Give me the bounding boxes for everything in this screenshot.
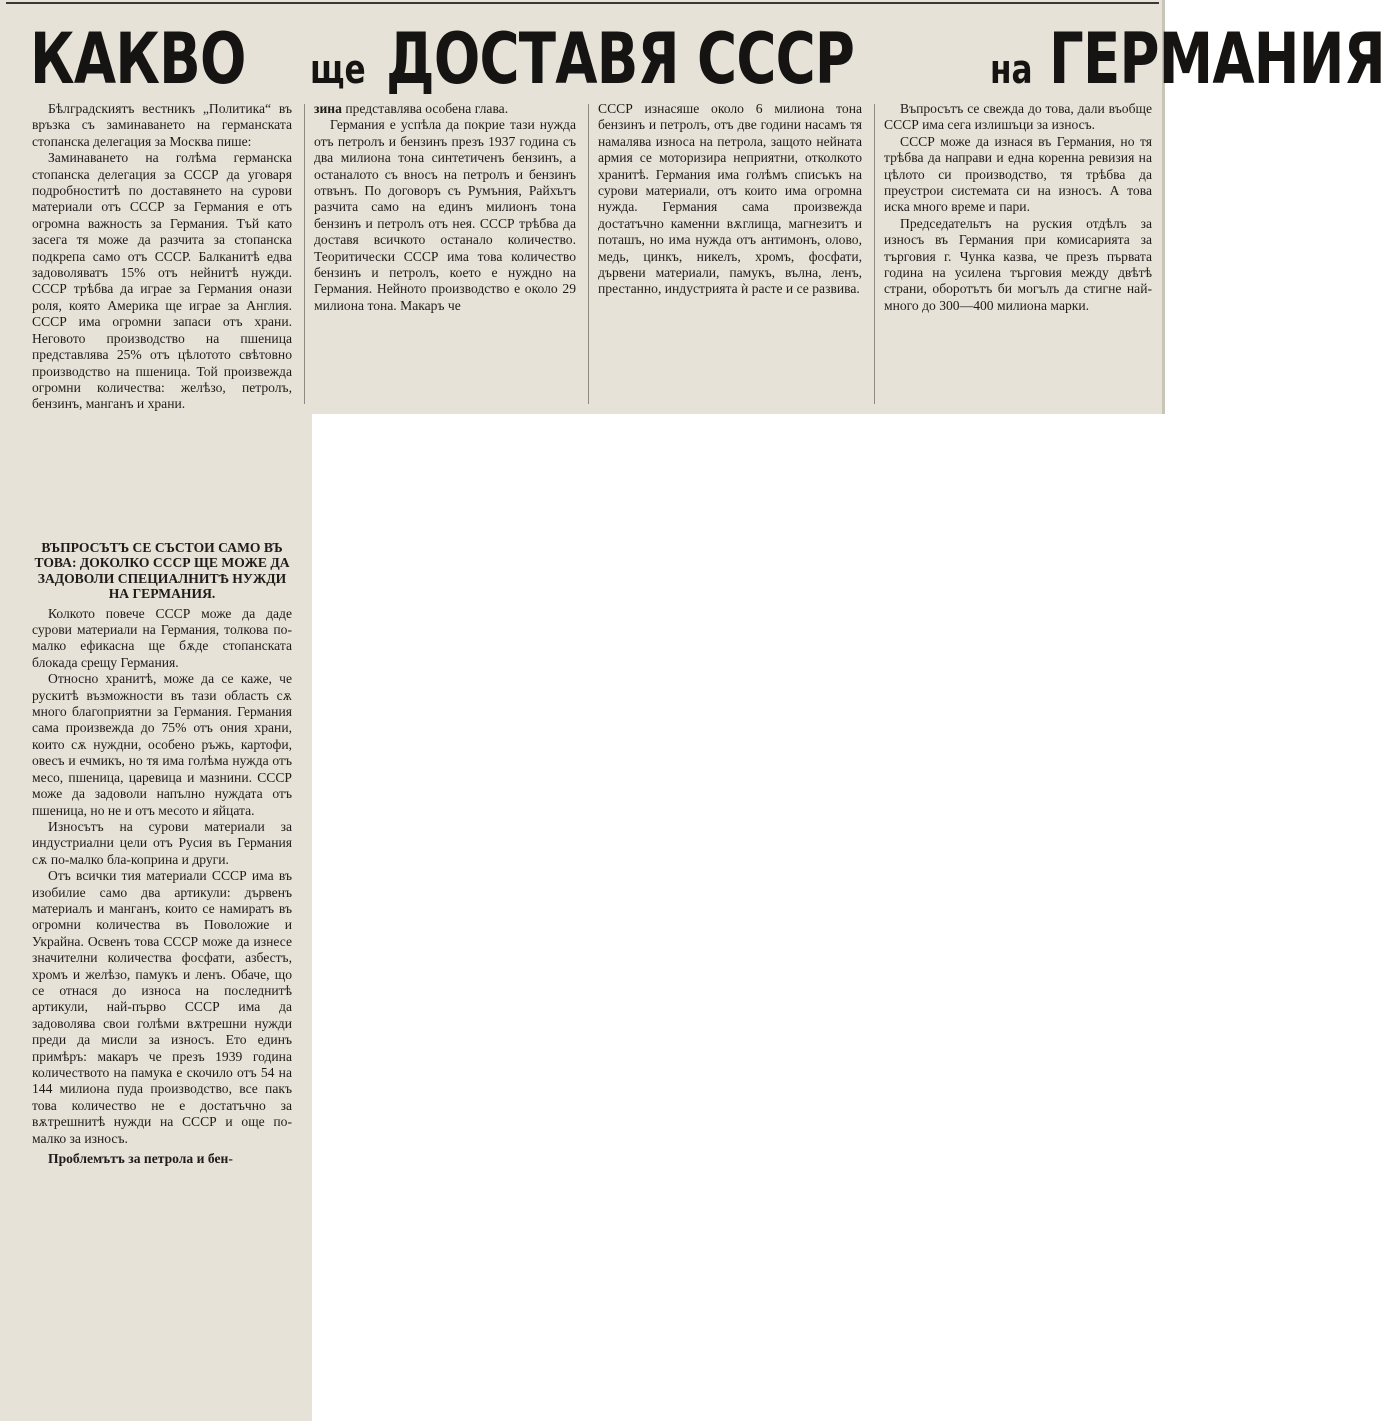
col1-paragraph-6: Отъ всички тия материали СССР има въ изобилие само два артикули: дървенъ материалъ и манганъ, които се намиратъ въ огромни количества въ Поволожие и Украйна. Освенъ това СССР може да изнесе значителни количества фосфати, азбестъ, хромъ и желѣзо, памукъ и ленъ. Обаче, що се отнася до износа на последнитѣ артикули, най-първо СССР има да задоволява свои голѣми вѫтрешни нужди преди да мисли за износъ. Ето единъ примѣръ: макаръ че презъ 1939 година количеството на памука е скочило отъ 54 на 144 милиона пуда производство, все пакъ това количество не е достатъчно за вѫтрешнитѣ нужди на СССР и още по-малко за износъ. [32,868,292,1146]
col2-lead-rest: представлява особена глава. [341,101,509,116]
col4-paragraph-1: Въпросътъ се свежда до това, дали въобще СССР има сега излишъци за износъ. [884,101,1152,133]
headline-word-2: ще [310,47,367,93]
col2-bold-lead: зина [314,101,342,116]
clipping-top-section [0,0,1385,414]
col2-paragraph-2: Германия е успѣла да покрие тази нужда отъ петролъ и бензинъ презъ 1937 година съ два милиона тона синтетиченъ бензинъ, а останалото съ вносъ на петролъ и бензинъ отвънъ. По договоръ съ Румъния, Райхътъ разчита само на единъ милионъ тона бензинъ и петролъ отъ нея. СССР трѣбва да доставя всичкото останало количество. Теоритически СССР има това количество бензинъ и петролъ, което е нуждно на Германия. Нейното производство е около 29 милиона тона. Макаръ че [314,117,576,313]
column-4 [884,101,1152,314]
col3-paragraph-1: СССР изнасяше около 6 милиона тона бензинъ и петролъ, отъ две години насамъ тя намалява износа на петрола, защото нейната армия се моторизира неприятни, отколкото хранитѣ. Германия има голѣмъ списъкъ на сурови материали, отъ които има огромна нужда. Германия сама произвежда достатъчно каменни вѫглища, магнезитъ и поташъ, но има нужда отъ антимонъ, олово, медь, цинкъ, никелъ, хромъ, фосфати, дървени материали, памукъ, вълна, ленъ, престанно, индустрията ѝ расте и се развива. [598,101,862,297]
headline-word-1: КАКВО [30,18,246,100]
headline-word-5: ГЕРМАНИЯ [1048,18,1385,100]
headline [30,12,1385,100]
column-1-bottom [32,538,292,1167]
col1-paragraph-4: Относно хранитѣ, може да се каже, че рускитѣ възможности въ тази область сѫ много благоприятни за Германия. Германия сама произвежда до 75% отъ ония храни, които сѫ нуждни, особено ръжь, картофи, овесъ и ечмикъ, но тя има голѣма нужда отъ месо, пшеница, царевица и мазнини. СССР може да задоволи напълно нуждата отъ пшеница, но не и отъ месото и яйцата. [32,671,292,818]
col4-paragraph-2: СССР може да изнася въ Германия, но тя трѣбва да направи и една коренна ревизия на цѣлото си производство, тя трѣбва да преустрои системата си на износъ. А това иска много време и пари. [884,133,1152,215]
headline-word-4: на [990,47,1033,93]
clipping-left-column-continued [0,414,312,1421]
column-2 [314,101,576,314]
column-1-top [32,101,292,413]
column-3 [598,101,862,298]
column-divider-3 [874,104,875,404]
col1-paragraph-1: Бѣлградскиятъ вестникъ „Политика“ въ връзка съ заминаването на германската стопанска делегация за Москва пише: [32,101,292,149]
col1-paragraph-3: Колкото повече СССР може да даде сурови материали на Германия, толкова по-малко ефикасна ще бѫде стопанската блокада срещу Германия. [32,605,292,670]
col1-paragraph-7: Проблемътъ за петрола и бен- [48,1151,233,1167]
column-divider-2 [588,104,589,404]
col1-paragraph-2: Заминаването на голѣма германска стопанска делегация за СССР да уговаря подробноститѣ по доставянето на сурови материали отъ СССР за Германия е отъ огромна важность за Германия. Тъй като засега тя може да разчита за стопанска подкрепа само отъ СССР. Балканитѣ едва задоволяватъ 15% отъ нейнитѣ нужди. СССР трѣбва да играе за Германия онази роля, която Америка ще играе за Англия. СССР има огромни запаси отъ храни. Неговото производство на пшеница представлява 25% отъ цѣлотото свѣтовно производство на пшеница. Той произвежда огромни количества: желѣзо, петролъ, бензинъ, манганъ и храни. [32,150,292,412]
section-subheading: ВЪПРОСЪТЪ СЕ СЪСТОИ САМО ВЪ ТОВА: ДОКОЛКО СССР ЩЕ МОЖЕ ДА ЗАДОВОЛИ СПЕЦИАЛНИТѢ НУЖДИ НА ГЕРМАНИЯ. [34,540,290,602]
top-rule [6,2,1159,4]
column-divider-1 [304,104,305,404]
col4-paragraph-3: Председательтъ на руския отдѣлъ за износъ въ Германия при комисарията за търговия г. Чунка казва, че презъ първата година на усилена търговия между двѣтѣ страни, оборотътъ би могълъ да стигне най-много до 300—400 милиона марки. [884,215,1152,313]
headline-word-3: ДОСТАВЯ СССР [385,18,855,100]
col1-paragraph-5: Износътъ на сурови материали за индустриални цели отъ Русия въ Германия сѫ по-малко бла-коприна и други. [32,818,292,867]
col2-paragraph-1 [314,101,576,117]
